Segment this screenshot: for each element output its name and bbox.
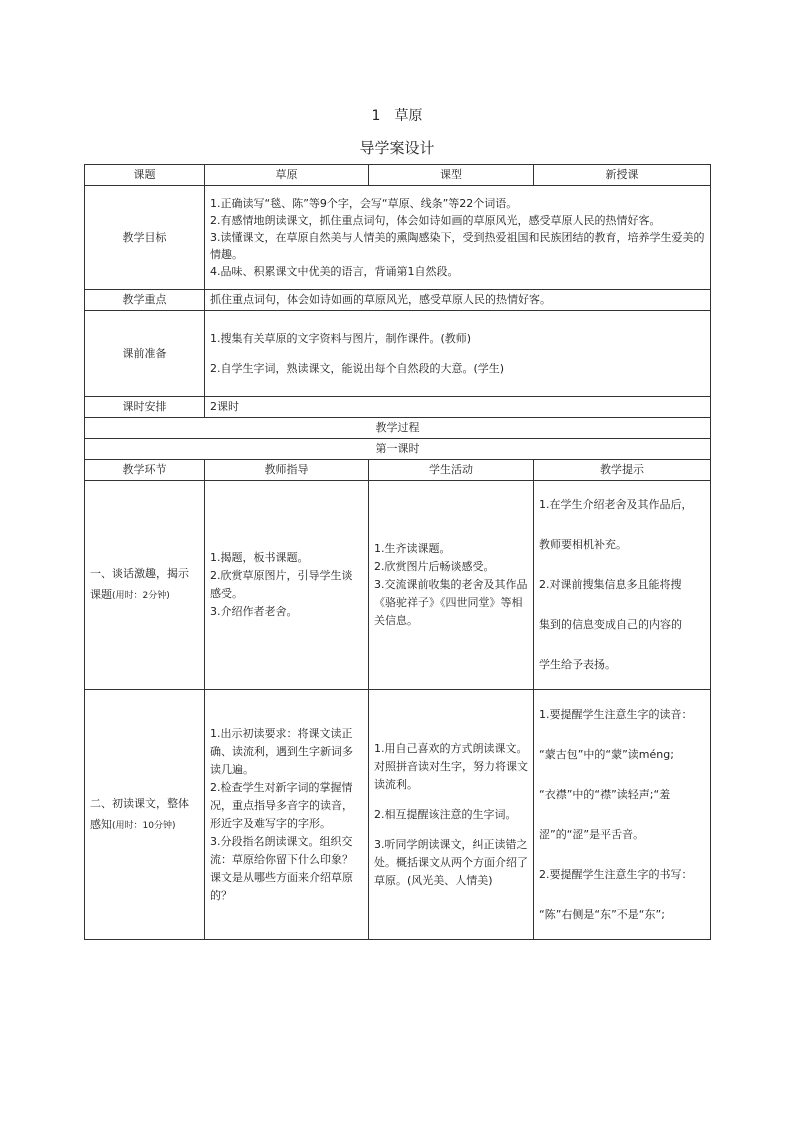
step-row	[85, 690, 711, 940]
columns-row	[85, 460, 711, 481]
key-point-label: 教学重点	[85, 290, 205, 311]
column-header: 学生活动	[369, 460, 534, 481]
hint-line: 教师要相机补充。	[539, 538, 627, 551]
column-header: 教学提示	[534, 460, 711, 481]
student-item: 2.相互提醒该注意的生字词。	[374, 807, 517, 821]
teacher-guidance	[205, 690, 369, 940]
teacher-item: 3.分段指名朗读课文。组织交流：草原给你留下什么印象？课文是从哪些方面来介绍草原的？	[210, 834, 353, 902]
header-row	[85, 165, 711, 186]
teaching-hints	[534, 690, 711, 940]
step-name-cell	[85, 690, 205, 940]
goal-item: 1.正确读写“毯、陈”等9个字，会写“草原、线条”等22个词语。	[210, 196, 518, 210]
schedule-label: 课时安排	[85, 397, 205, 418]
hint-line: 集到的信息变成自己的内容的	[539, 618, 682, 631]
student-item: 3.交流课前收集的老舍及其作品《骆驼祥子》《四世同堂》等相关信息。	[374, 578, 528, 627]
step-name: 二、初读课文，整体感知	[90, 796, 189, 831]
document-subtitle: 导学案设计	[359, 139, 435, 157]
student-activity	[369, 690, 534, 940]
header-topic-value: 草原	[205, 165, 369, 186]
schedule-text: 2课时	[205, 397, 711, 418]
hint-line: 2.对课前搜集信息多且能将搜	[539, 578, 682, 591]
hint-line: 1.在学生介绍老舍及其作品后，	[539, 498, 693, 511]
prep-row	[85, 311, 711, 397]
prep-content	[205, 311, 711, 397]
student-item: 1.用自己喜欢的方式朗读课文。对照拼音读对生字，努力将课文读流利。	[374, 741, 528, 791]
header-topic-label: 课题	[85, 165, 205, 186]
teacher-item: 2.检查学生对新字词的掌握情况，重点指导多音字的读音，形近字及难写字的字形。	[210, 780, 353, 830]
goals-content	[205, 186, 711, 290]
process-title: 教学过程	[85, 418, 711, 439]
hint-line: “蒙古包”中的“蒙”读méng;	[539, 747, 674, 761]
teacher-item: 2.欣赏草原图片，引导学生谈感受。	[210, 569, 353, 600]
teacher-guidance	[205, 481, 369, 690]
hint-line: 学生给予表扬。	[539, 658, 616, 671]
student-activity	[369, 481, 534, 690]
hint-line: “衣襟”中的“襟”读轻声;“羞	[539, 787, 671, 801]
goal-item: 2.有感情地朗读课文，抓住重点词句，体会如诗如画的草原风光，感受草原人民的热情好客。	[210, 213, 661, 227]
prep-item: 2.自学生字词，熟读课文，能说出每个自然段的大意。(学生)	[210, 361, 505, 375]
step-name-cell	[85, 481, 205, 690]
key-point-text: 抓住重点词句，体会如诗如画的草原风光，感受草原人民的热情好客。	[205, 290, 711, 311]
student-item: 1.生齐读课题。	[374, 542, 451, 555]
teacher-item: 1.出示初读要求：将课文读正确、读流利，遇到生字新词多读几遍。	[210, 726, 353, 776]
hint-line: 1.要提醒学生注意生字的读音：	[539, 707, 693, 721]
teaching-hints	[534, 481, 711, 690]
goal-item: 4.品味、积累课文中优美的语言，背诵第1自然段。	[210, 265, 459, 279]
column-header: 教师指导	[205, 460, 369, 481]
schedule-row	[85, 397, 711, 418]
step-time: (用时：10分钟)	[112, 820, 176, 831]
prep-item: 1.搜集有关草原的文字资料与图片，制作课件。(教师)	[210, 332, 472, 346]
column-header: 教学环节	[85, 460, 205, 481]
key-point-row	[85, 290, 711, 311]
student-item: 2.欣赏图片后畅谈感受。	[374, 560, 495, 573]
lesson-plan-table	[84, 164, 711, 940]
goals-label: 教学目标	[85, 186, 205, 290]
lesson-title: 1 草原	[371, 108, 423, 124]
teacher-item: 1.揭题，板书课题。	[210, 551, 309, 564]
header-type-value: 新授课	[534, 165, 711, 186]
step-name: 一、谈话激趣，揭示课题	[90, 567, 189, 601]
prep-label: 课前准备	[85, 311, 205, 397]
teacher-item: 3.介绍作者老舍。	[210, 605, 298, 618]
period-title: 第一课时	[85, 439, 711, 460]
goals-row	[85, 186, 711, 290]
step-time: (用时：2分钟)	[112, 591, 170, 601]
hint-line: “陈”右侧是“东”不是“东”;	[539, 907, 665, 921]
step-row	[85, 481, 711, 690]
goal-item: 3.读懂课文，在草原自然美与人情美的熏陶感染下，受到热爱祖国和民族团结的教育，培养学生爱美的情趣。	[210, 230, 705, 262]
process-title-row	[85, 418, 711, 439]
hint-line: 涩”的“涩”是平舌音。	[539, 827, 645, 841]
header-type-label: 课型	[369, 165, 534, 186]
hint-line: 2.要提醒学生注意生字的书写：	[539, 867, 693, 881]
student-item: 3.听同学朗读课文，纠正读错之处。概括课文从两个方面介绍了草原。(风光美、人情美)	[374, 837, 528, 887]
period-title-row	[85, 439, 711, 460]
